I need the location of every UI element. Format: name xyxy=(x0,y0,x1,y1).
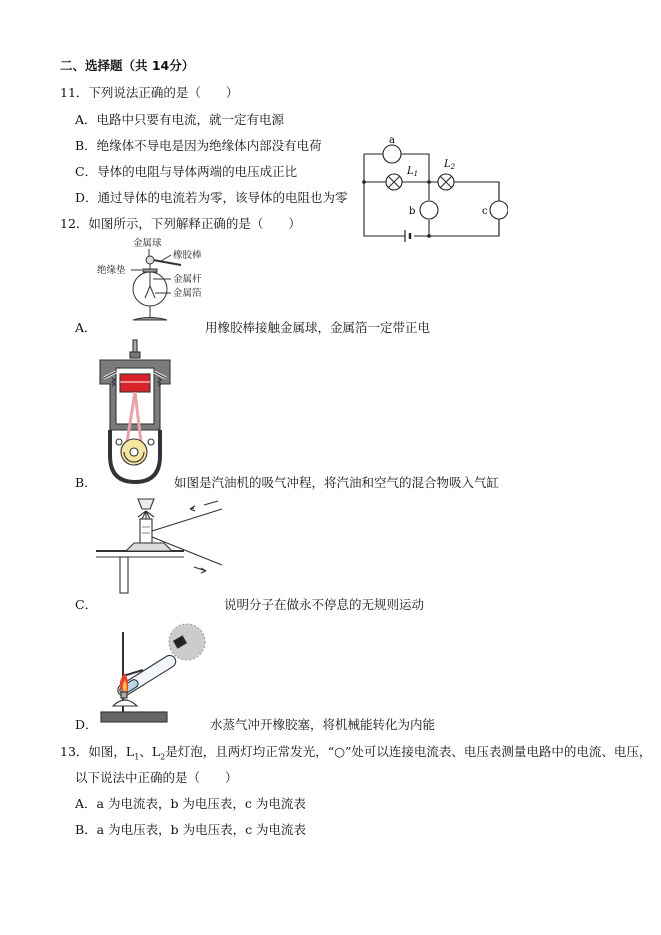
q12-option-a-text: 用橡胶棒接触金属球，金属箔一定带正电 xyxy=(205,320,431,335)
svg-text:L2 xyxy=(443,159,456,171)
q12-stem: 12．如图所示，下列解释正确的是（ ） xyxy=(60,216,301,231)
q13-option-b: B．a 为电压表，b 为电压表，c 为电流表 xyxy=(75,822,307,837)
q13-stem-mid: 、L xyxy=(139,744,161,759)
steam-figure xyxy=(95,620,210,728)
q13-option-a: A．a 为电流表，b 为电压表，c 为电流表 xyxy=(75,796,306,811)
label-metal-foil: 金属箔 xyxy=(173,288,202,299)
meter-c-label: c xyxy=(482,206,488,217)
q12-option-c-letter: C． xyxy=(75,597,98,612)
lamp-l1-icon xyxy=(386,166,418,190)
lamp-l2-letter: L xyxy=(444,159,451,170)
q13-sub2: 2 xyxy=(160,752,166,762)
q11-option-a: A．电路中只要有电流，就一定有电源 xyxy=(75,112,285,127)
label-insulating-pad: 绝缘垫 xyxy=(97,265,126,276)
label-rubber-rod: 橡胶棒 xyxy=(173,250,202,261)
label-metal-stem: 金属杆 xyxy=(173,274,202,285)
label-metal-ball: 金属球 xyxy=(133,238,162,249)
friction-figure xyxy=(94,497,224,595)
q11-stem: 11．下列说法正确的是（ ） xyxy=(60,85,239,100)
meter-c-icon xyxy=(482,201,508,219)
meter-a-icon xyxy=(383,135,401,163)
q13-stem xyxy=(60,742,651,762)
q11-option-b: B．绝缘体不导电是因为绝缘体内部没有电荷 xyxy=(75,138,322,153)
q11-option-d: D．通过导体的电流若为零，该导体的电阻也为零 xyxy=(75,190,348,205)
q12-option-d-text: 水蒸气冲开橡胶塞，将机械能转化为内能 xyxy=(210,717,436,732)
svg-text:L1 xyxy=(406,166,418,178)
battery-icon xyxy=(405,230,410,242)
q12-option-b-letter: B． xyxy=(75,475,97,490)
electroscope-figure xyxy=(95,236,220,328)
meter-b-label: b xyxy=(409,206,416,217)
q13-stem-line2: 以下说法中正确的是（ ） xyxy=(75,770,238,785)
lamp-l1-sub: 1 xyxy=(413,170,419,178)
q12-option-a-letter: A． xyxy=(75,320,97,335)
q13-sub1: 1 xyxy=(134,752,140,762)
lamp-l1-letter: L xyxy=(407,166,414,177)
circuit-diagram xyxy=(358,134,508,244)
meter-b-icon xyxy=(409,201,438,219)
section-title: 二、选择题（共 14分） xyxy=(60,58,195,73)
meter-a-label: a xyxy=(389,135,395,146)
q12-option-b-text: 如图是汽油机的吸气冲程，将汽油和空气的混合物吸入气缸 xyxy=(174,475,500,490)
q11-option-c: C．导体的电阻与导体两端的电压成正比 xyxy=(75,164,298,179)
lamp-l2-icon xyxy=(438,159,499,190)
q13-stem-post: 是灯泡，且两灯均正常发光，“○”处可以连接电流表、电压表测量电路中的电流、电压， xyxy=(165,744,652,759)
lamp-l2-sub: 2 xyxy=(450,163,456,171)
q12-option-c-text: 说明分子在做永不停息的无规则运动 xyxy=(224,597,425,612)
q13-stem-pre: 13．如图，L xyxy=(60,744,135,759)
engine-figure xyxy=(94,338,178,486)
q12-option-d-letter: D． xyxy=(75,717,98,732)
